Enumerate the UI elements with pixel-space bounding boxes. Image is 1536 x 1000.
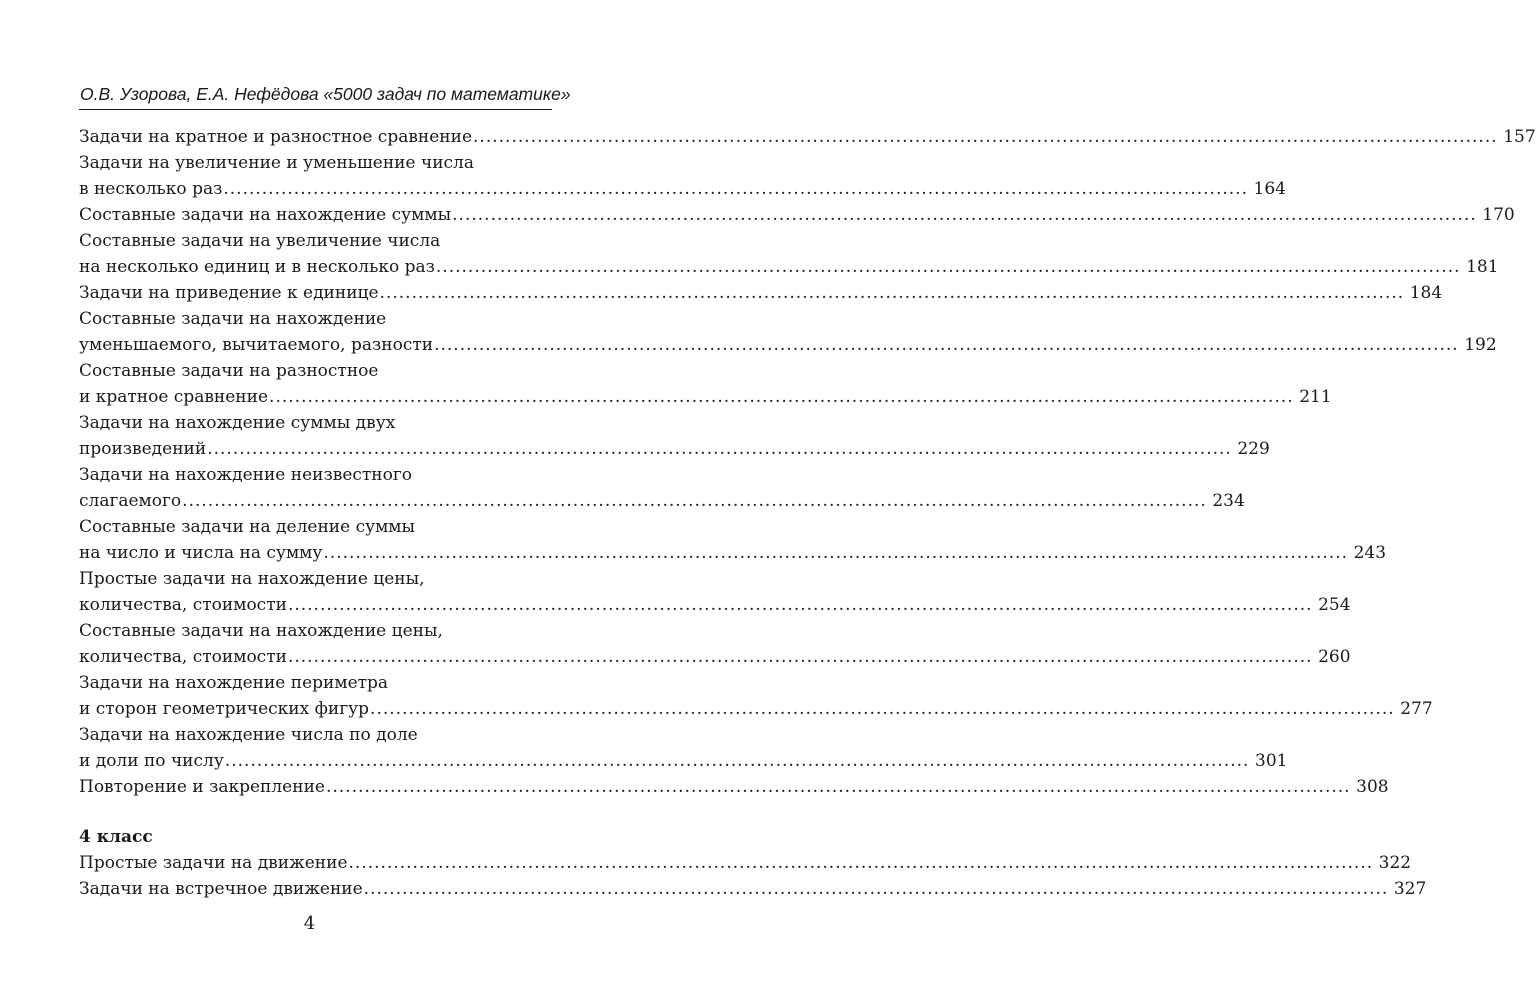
toc-entry-title: Задачи на нахождение числа по доле <box>79 725 418 745</box>
dot-leader: ................................................................................................................................................................ <box>287 647 1313 667</box>
toc-page-number: 254 <box>1318 595 1351 615</box>
toc-page-number: 192 <box>1464 335 1497 355</box>
toc-entry-line <box>79 462 552 488</box>
toc-entry-last-line <box>79 540 1387 566</box>
dot-leader: ................................................................................................................................................................ <box>182 491 1207 511</box>
toc-page-number: 229 <box>1237 439 1270 459</box>
dot-leader: ................................................................................................................................................................ <box>435 257 1461 277</box>
toc-entry-last-line <box>79 176 1286 202</box>
dot-leader: ................................................................................................................................................................ <box>348 853 1374 873</box>
toc-entry-line <box>79 670 552 696</box>
toc-entry-title: Задачи на нахождение периметра <box>79 673 389 693</box>
toc-entry-title: Задачи на кратное и разностное сравнение <box>79 127 473 147</box>
toc-entry-title: слагаемого <box>79 491 182 511</box>
toc-entry <box>79 462 1245 514</box>
toc-entry-last-line <box>79 748 1288 774</box>
toc-entry-title: Простые задачи на нахождение цены, <box>79 569 425 589</box>
dot-leader: ................................................................................................................................................................ <box>207 439 1232 459</box>
toc-entry-title: Задачи на встречное движение <box>79 879 363 899</box>
toc-entry-line <box>79 514 552 540</box>
toc-page-number: 301 <box>1255 751 1288 771</box>
toc-entry-title: Задачи на увеличение и уменьшение числа <box>79 153 474 173</box>
section-title: 4 класс <box>79 827 153 847</box>
toc-entry-last-line <box>79 774 1389 800</box>
toc-page-number: 181 <box>1466 257 1499 277</box>
toc-entry <box>79 670 1433 722</box>
toc-page-number: 308 <box>1356 777 1389 797</box>
header-rule <box>79 109 552 110</box>
toc-entry <box>79 774 1389 800</box>
dot-leader: ................................................................................................................................................................ <box>325 777 1351 797</box>
dot-leader: ................................................................................................................................................................ <box>473 127 1498 147</box>
toc-entry-line <box>79 358 552 384</box>
toc-page-number: 234 <box>1212 491 1245 511</box>
dot-leader: ................................................................................................................................................................ <box>379 283 1405 303</box>
toc-entry-line <box>79 228 552 254</box>
toc-entry-last-line <box>79 850 1412 876</box>
table-of-contents <box>79 124 1536 902</box>
toc-entry-line <box>79 618 552 644</box>
dot-leader: ................................................................................................................................................................ <box>287 595 1313 615</box>
section-entry-list <box>79 850 1427 902</box>
toc-entry-last-line <box>79 644 1351 670</box>
toc-page-number: 322 <box>1378 853 1412 873</box>
toc-page-number: 211 <box>1299 387 1332 407</box>
toc-entry <box>79 850 1412 876</box>
toc-entry <box>79 722 1288 774</box>
page-number: 4 <box>303 913 316 934</box>
toc-entry-title: и сторон геометрических фигур <box>79 699 370 719</box>
toc-entry-title: количества, стоимости <box>79 595 287 615</box>
toc-entry <box>79 410 1270 462</box>
toc-entry-last-line <box>79 124 1536 150</box>
toc-entry-title: Составные задачи на деление суммы <box>79 517 416 537</box>
toc-entry-title: Составные задачи на увеличение числа <box>79 231 441 251</box>
toc-entry-title: на число и числа на сумму <box>79 543 323 563</box>
toc-entry-title: Задачи на нахождение неизвестного <box>79 465 413 485</box>
toc-entry-title: Составные задачи на нахождение <box>79 309 387 329</box>
toc-entry-title: и кратное сравнение <box>79 387 269 407</box>
toc-entry <box>79 202 1515 228</box>
toc-entry-title: Составные задачи на нахождение цены, <box>79 621 443 641</box>
toc-entry <box>79 228 1499 280</box>
toc-entry <box>79 306 1497 358</box>
toc-entry-title: Простые задачи на движение <box>79 853 348 873</box>
toc-entry-last-line <box>79 488 1245 514</box>
toc-entry-title: в несколько раз <box>79 179 223 199</box>
toc-entry <box>79 566 1351 618</box>
toc-entry-title: Задачи на нахождение суммы двух <box>79 413 396 433</box>
toc-page-number: 260 <box>1318 647 1351 667</box>
toc-entry-title: произведений <box>79 439 207 459</box>
dot-leader: ................................................................................................................................................................ <box>370 699 1395 719</box>
running-header: О.В. Узорова, Е.А. Нефёдова «5000 задач по математике» <box>80 84 571 104</box>
toc-entry-line <box>79 150 552 176</box>
toc-page-number: 157 <box>1503 127 1536 147</box>
toc-entry-title: Составные задачи на нахождение суммы <box>79 205 452 225</box>
toc-entry-last-line <box>79 202 1515 228</box>
toc-entry-line <box>79 410 552 436</box>
toc-entry <box>79 358 1332 410</box>
dot-leader: ................................................................................................................................................................ <box>363 879 1389 899</box>
toc-entry-last-line <box>79 592 1351 618</box>
toc-entry <box>79 876 1427 902</box>
toc-entry <box>79 280 1443 306</box>
toc-entry <box>79 124 1536 150</box>
toc-entry-list <box>79 124 1536 800</box>
toc-entry <box>79 618 1351 670</box>
toc-entry-title: Составные задачи на разностное <box>79 361 379 381</box>
toc-entry-title: уменьшаемого, вычитаемого, разности <box>79 335 434 355</box>
toc-page-number: 327 <box>1393 879 1427 899</box>
toc-page-number: 277 <box>1400 699 1433 719</box>
toc-page-number: 243 <box>1353 543 1387 563</box>
toc-entry-line <box>79 722 552 748</box>
toc-entry-title: Задачи на приведение к единице <box>79 283 379 303</box>
toc-entry <box>79 514 1387 566</box>
toc-entry-last-line <box>79 254 1499 280</box>
toc-entry-last-line <box>79 332 1497 358</box>
toc-entry-last-line <box>79 876 1427 902</box>
toc-entry-title: Повторение и закрепление <box>79 777 325 797</box>
toc-entry-title: количества, стоимости <box>79 647 287 667</box>
toc-entry-last-line <box>79 696 1433 722</box>
toc-entry-line <box>79 306 552 332</box>
toc-entry-title: и доли по числу <box>79 751 224 771</box>
toc-entry-line <box>79 566 552 592</box>
toc-entry-title: на несколько единиц и в несколько раз <box>79 257 435 277</box>
dot-leader: ................................................................................................................................................................ <box>323 543 1349 563</box>
toc-entry-last-line <box>79 384 1332 410</box>
dot-leader: ................................................................................................................................................................ <box>434 335 1459 355</box>
dot-leader: ................................................................................................................................................................ <box>269 387 1294 407</box>
dot-leader: ................................................................................................................................................................ <box>452 205 1477 225</box>
dot-leader: ................................................................................................................................................................ <box>224 751 1250 771</box>
toc-entry <box>79 150 1286 202</box>
toc-entry-last-line <box>79 436 1270 462</box>
toc-entry-last-line <box>79 280 1443 306</box>
toc-page-number: 170 <box>1482 205 1515 225</box>
toc-page-number: 184 <box>1409 283 1443 303</box>
dot-leader: ................................................................................................................................................................ <box>223 179 1248 199</box>
toc-page-number: 164 <box>1253 179 1286 199</box>
